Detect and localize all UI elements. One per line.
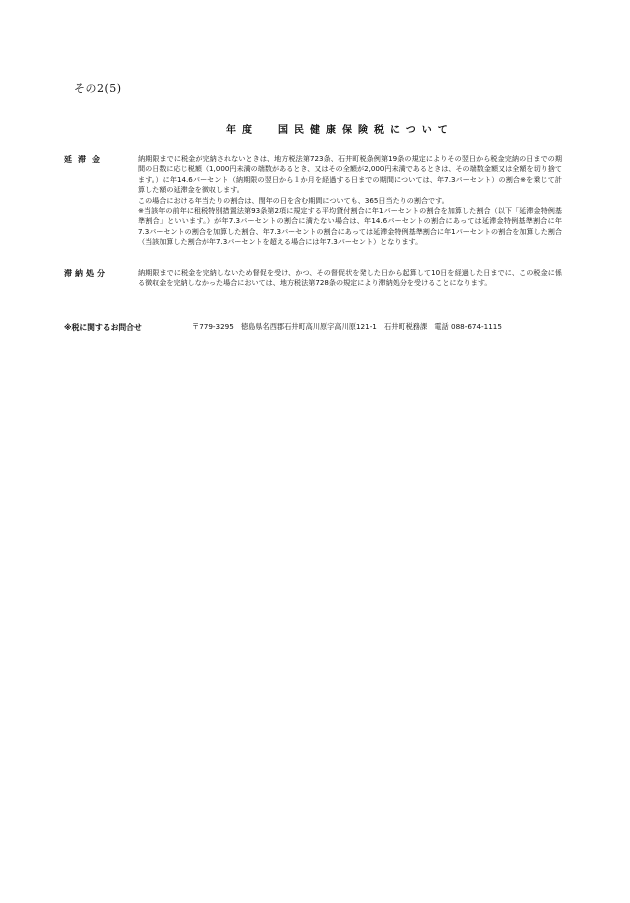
late-fee-paragraph: この場合における年当たりの割合は、閏年の日を含む期間についても、365日当たりの割合です。 <box>138 195 449 205</box>
section-label-late-fee: 延滞金 <box>64 155 106 164</box>
section-label-delinquency: 滞納処分 <box>64 269 108 278</box>
document-title <box>226 121 454 136</box>
late-fee-note: ※当該年の前年に租税特別措置法第93条第2項に規定する平均貸付割合に年1パーセントの割合を加算した割合（以下「延滞金特例基準割合」といいます。）が年7.3パーセントの割合に満たない場合は、年14.6パーセントの割合にあっては延滞金特例基準割合に年7.3パーセントの割合を加算した割合、年7.3パーセントの割合にあっては延滞金特例基準割合に年1パーセントの割合を加算した割合（当該加算した割合が年7.3パーセントを超える場合には年7.3パーセント）となります。 <box>138 206 562 247</box>
section-body-late-fee <box>138 154 562 248</box>
title-heading: 国民健康保険税について <box>278 125 454 136</box>
title-year: 年度 <box>226 125 258 136</box>
late-fee-paragraph: 納期限までに税金が完納されないときは、地方税法第723条、石井町税条例第19条の規定によりその翌日から税金完納の日までの期間の日数に応じ税額（1,000円未満の端数があるとき、又はその全額が2,000円未満であるときは、その端数金額又は全額を切り捨てます。）に年14.6パーセント（納期限の翌日から１か月を経過する日までの期間については、年7.3パーセント）の割合※を乗じて計算した額の延滞金を徴収します。 <box>138 154 562 195</box>
delinquency-paragraph: 納期限までに税金を完納しないため督促を受け、かつ、その督促状を発した日から起算して10日を経過した日までに、この税金に係る徴収金を完納しなかった場合においては、地方税法第728条の規定により滞納処分を受けることになります。 <box>138 268 562 288</box>
contact-label: ※税に関するお問合せ <box>64 323 142 332</box>
section-body-delinquency <box>138 268 562 289</box>
contact-detail: 〒779-3295 徳島県名西郡石井町高川原字高川原121-1 石井町税務課 電話 088-674-1115 <box>192 322 502 331</box>
page-number: その2(5) <box>74 82 122 95</box>
